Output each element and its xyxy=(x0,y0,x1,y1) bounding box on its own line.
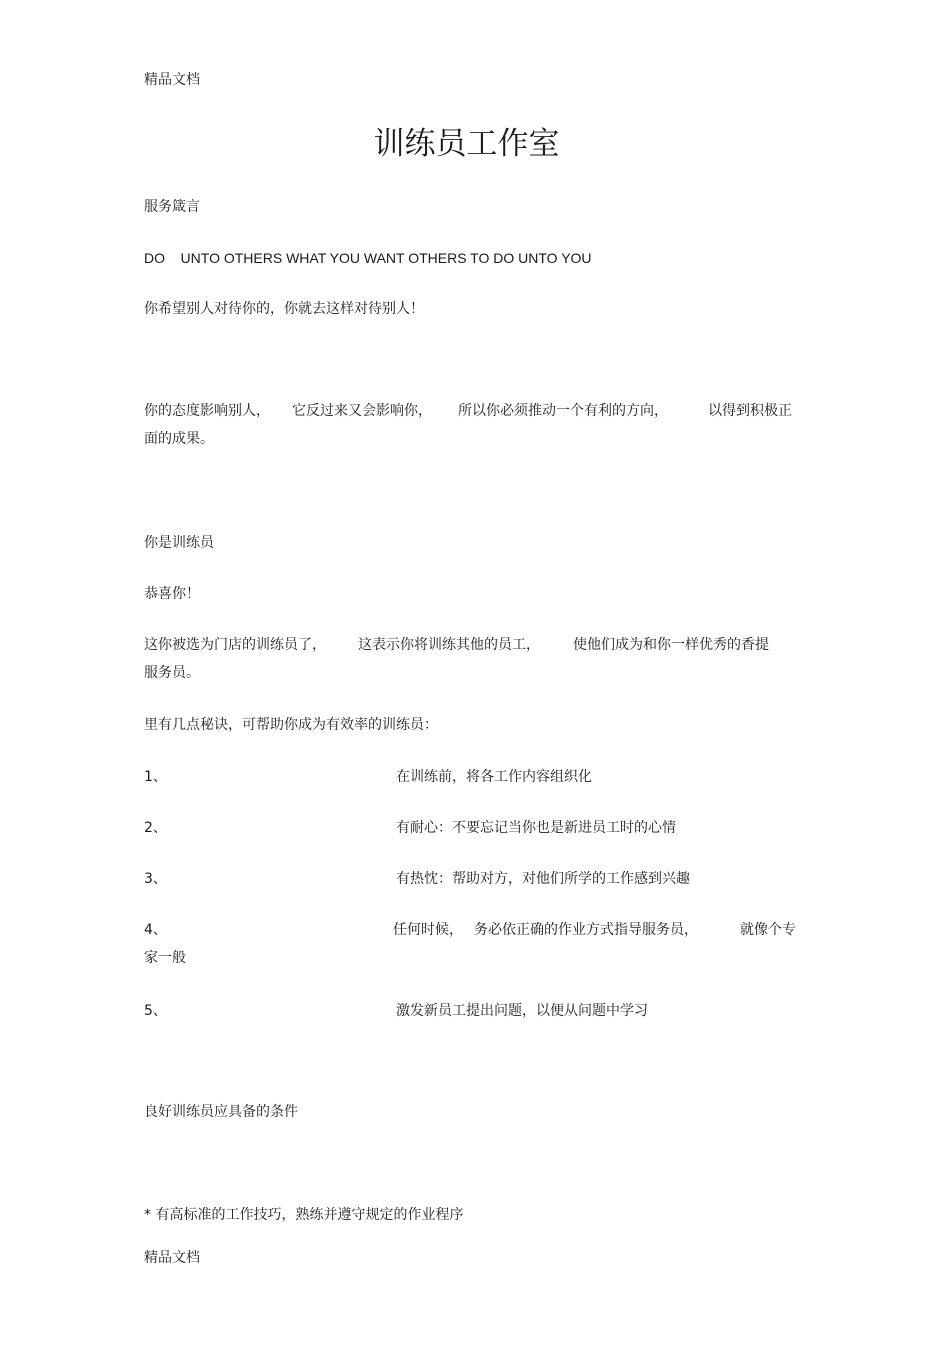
item-text: 在训练前，将各工作内容组织化 xyxy=(396,769,592,785)
item-text-segment: 务必依正确的作业方式指导服务员， xyxy=(474,922,698,938)
attitude-continuation: 面的成果。 xyxy=(144,431,214,447)
item-text-segment: 任何时候， xyxy=(393,922,463,938)
motto-chinese: 你希望别人对待你的，你就去这样对待别人！ xyxy=(144,301,424,317)
attitude-segment: 所以你必须推动一个有利的方向， xyxy=(458,403,668,419)
item-text: 有热忱：帮助对方，对他们所学的工作感到兴趣 xyxy=(396,871,690,887)
page-header: 精品文档 xyxy=(144,72,200,88)
intro-segment: 这表示你将训练其他的员工， xyxy=(358,637,540,653)
tips-intro: 里有几点秘诀，可帮助你成为有效率的训练员： xyxy=(144,717,438,733)
motto-heading: 服务箴言 xyxy=(144,199,200,215)
page-footer: 精品文档 xyxy=(144,1250,200,1266)
attitude-segment: 你的态度影响别人， xyxy=(144,403,270,419)
item-number: 3、 xyxy=(144,871,167,887)
item-text-segment: 就像个专 xyxy=(740,922,796,938)
attitude-segment: 以得到积极正 xyxy=(708,403,792,419)
motto-english: DO UNTO OTHERS WHAT YOU WANT OTHERS TO DO UNTO YOU xyxy=(144,250,592,266)
congrats-text: 恭喜你！ xyxy=(144,586,200,602)
intro-segment: 这你被选为门店的训练员了， xyxy=(144,637,326,653)
item-number: 2、 xyxy=(144,820,167,836)
attitude-segment: 它反过来又会影响你， xyxy=(292,403,432,419)
item-number: 4、 xyxy=(144,922,167,938)
page-title: 训练员工作室 xyxy=(373,126,560,162)
item-continuation: 家一般 xyxy=(144,950,186,966)
conditions-heading: 良好训练员应具备的条件 xyxy=(144,1104,298,1120)
item-text: 激发新员工提出问题，以便从问题中学习 xyxy=(396,1003,648,1019)
item-number: 5、 xyxy=(144,1003,167,1019)
condition-item: * 有高标准的工作技巧，熟练并遵守规定的作业程序 xyxy=(144,1207,464,1223)
item-number: 1、 xyxy=(144,769,167,785)
item-text: 有耐心：不要忘记当你也是新进员工时的心情 xyxy=(396,820,676,836)
intro-segment: 使他们成为和你一样优秀的香提 xyxy=(573,637,769,653)
intro-continuation: 服务员。 xyxy=(144,665,200,681)
trainer-heading: 你是训练员 xyxy=(144,535,214,551)
